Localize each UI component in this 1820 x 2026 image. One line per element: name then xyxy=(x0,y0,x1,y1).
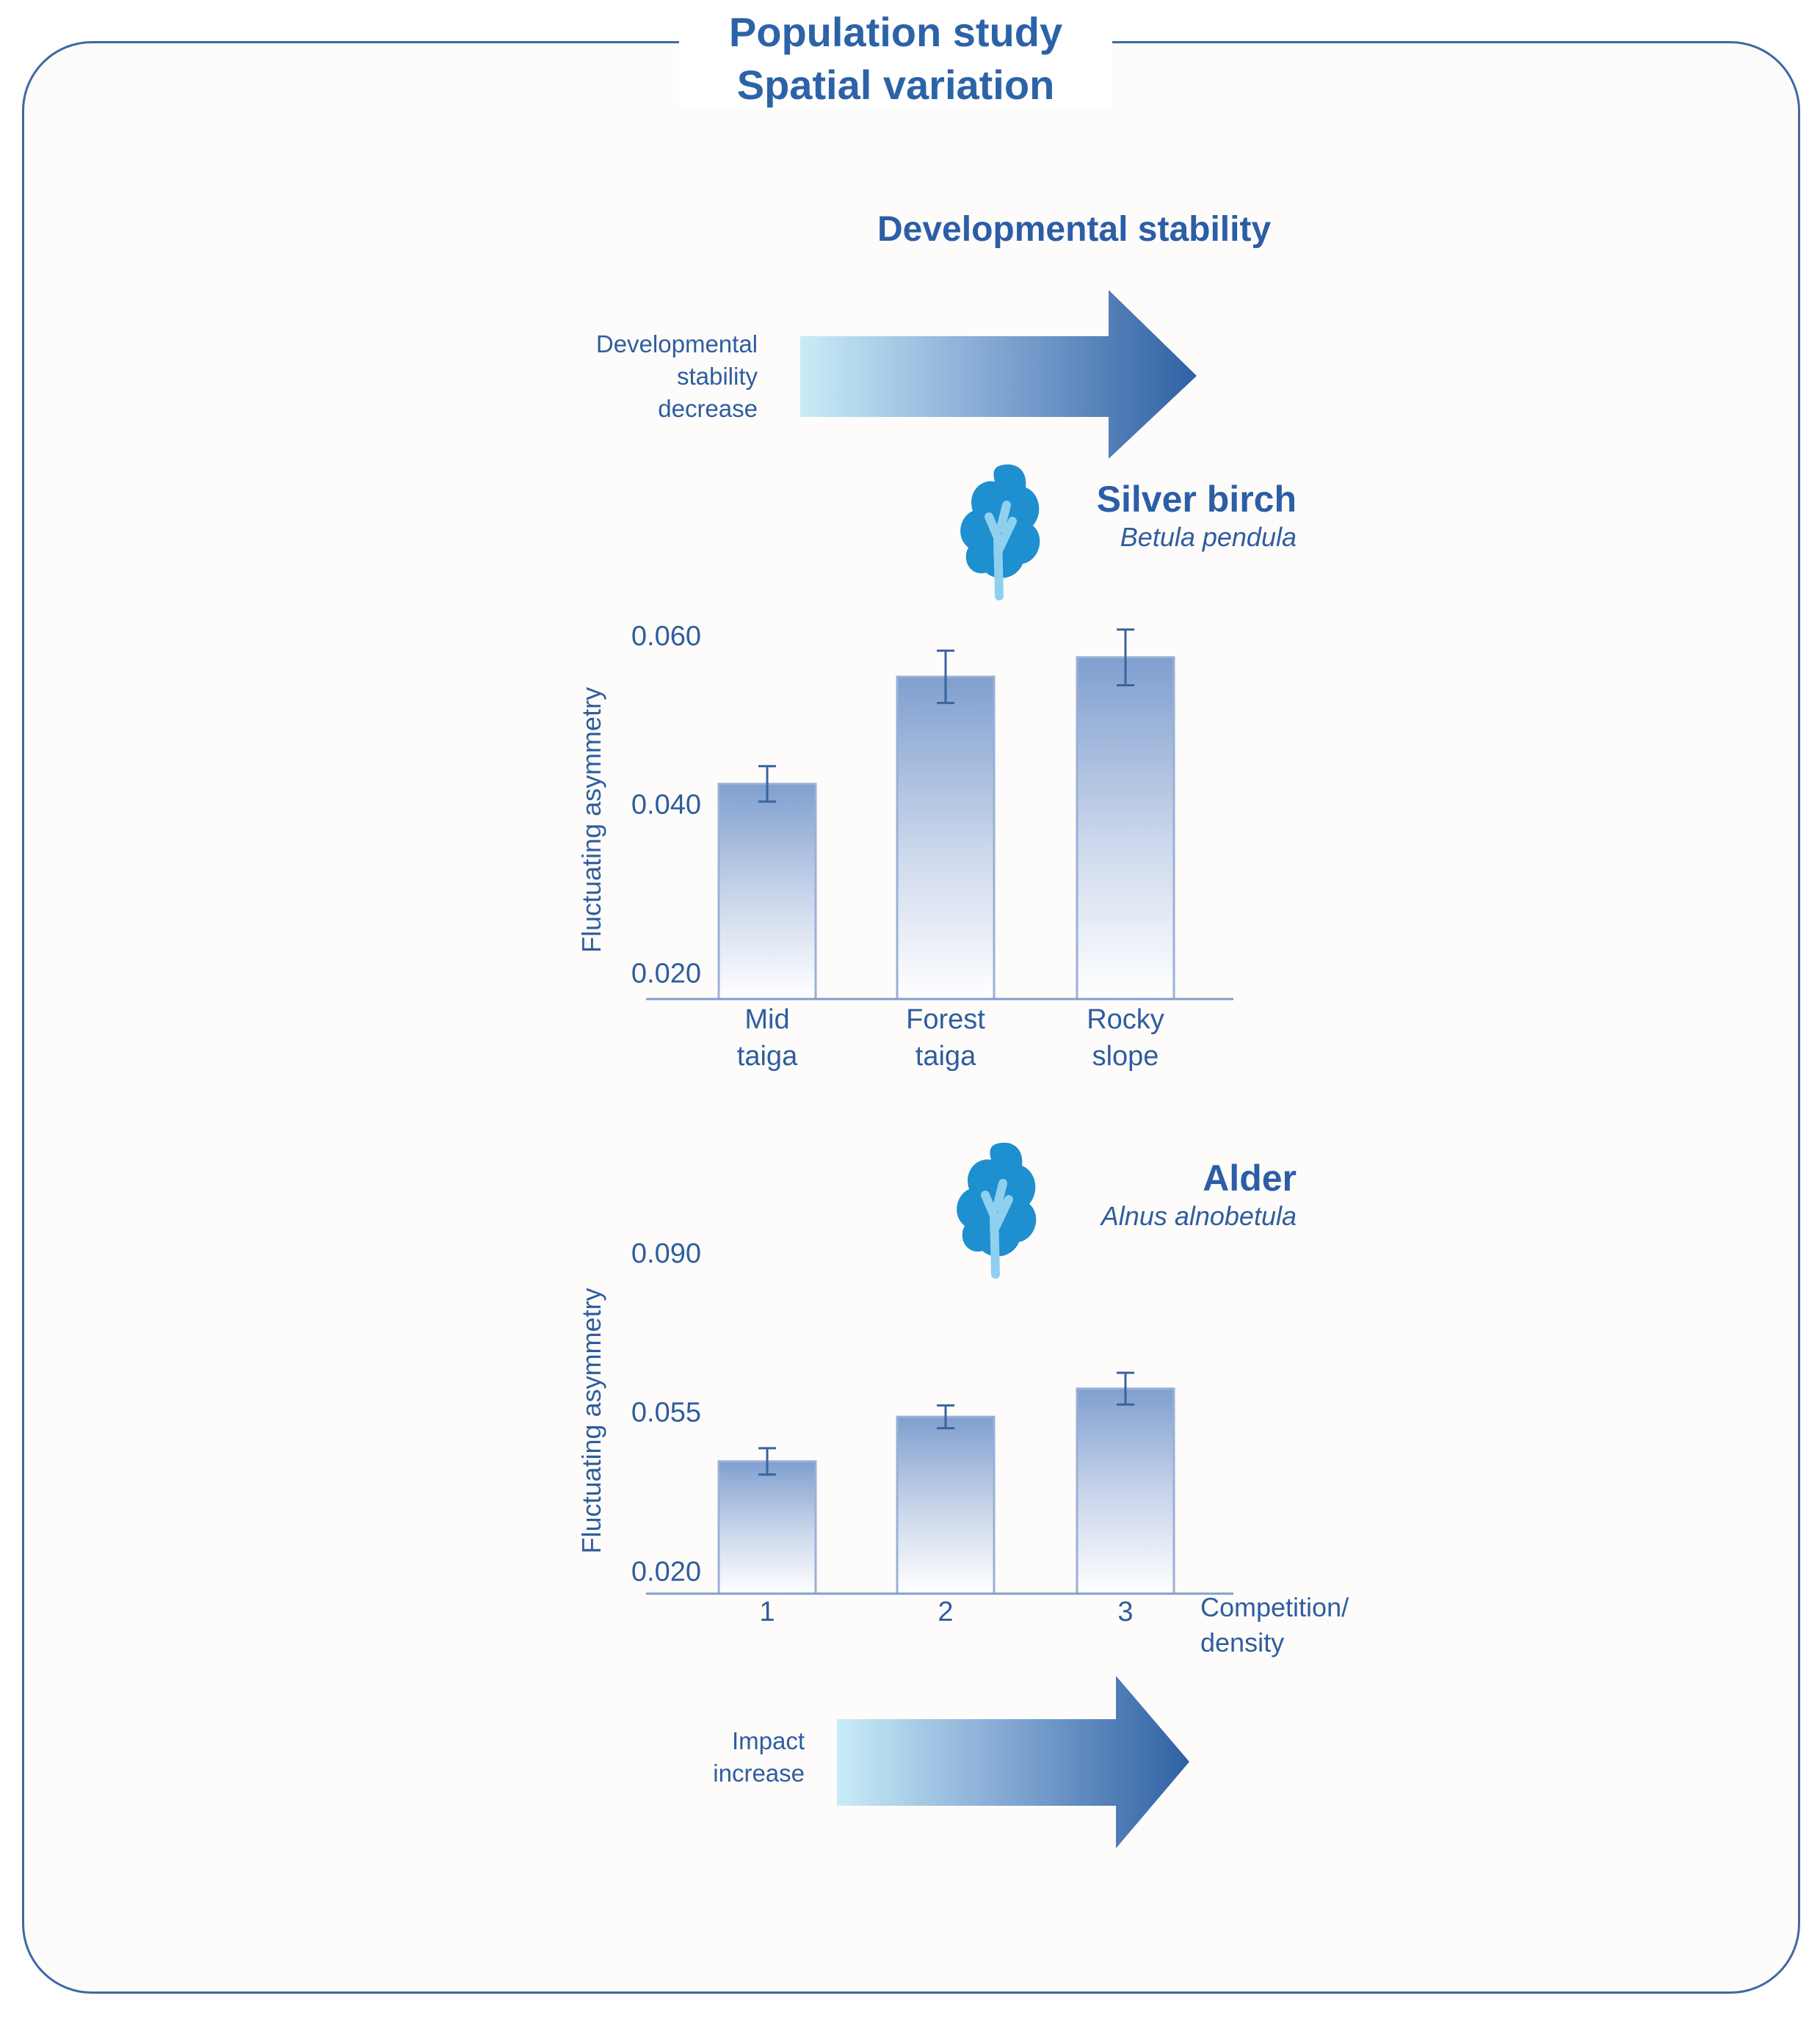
alder-y-tick-label: 0.090 xyxy=(631,1238,701,1269)
alder-latin-name: Alnus alnobetula xyxy=(1101,1201,1297,1231)
alder-bar-chart xyxy=(576,1238,1349,1658)
birch-category-label-line: taiga xyxy=(915,1041,976,1072)
birch-y-tick-label: 0.040 xyxy=(631,789,701,821)
title-line-1: Population study xyxy=(728,9,1063,55)
birch-y-tick-label: 0.020 xyxy=(631,958,701,990)
birch-category-label xyxy=(737,1004,798,1072)
bottom-arrow-label-line: increase xyxy=(713,1760,805,1787)
alder-bar xyxy=(719,1462,816,1594)
alder-category-label xyxy=(759,1597,775,1627)
birch-category-label xyxy=(906,1004,985,1072)
alder-common-name: Alder xyxy=(1203,1158,1297,1199)
birch-category-label-line: Mid xyxy=(744,1004,790,1035)
alder-bar xyxy=(1077,1389,1174,1594)
alder-x-axis-title xyxy=(1200,1592,1349,1658)
birch-latin-name: Betula pendula xyxy=(1120,522,1297,552)
alder-bar xyxy=(897,1417,994,1594)
stability-heading: Developmental stability xyxy=(877,210,1272,249)
birch-bar-chart xyxy=(576,621,1233,1072)
birch-common-name: Silver birch xyxy=(1096,479,1297,520)
alder-y-tick-label: 0.020 xyxy=(631,1556,701,1588)
top-trend-arrow xyxy=(800,290,1197,459)
bottom-trend-arrow xyxy=(837,1676,1189,1848)
birch-bar xyxy=(719,784,816,999)
tree-icon xyxy=(957,1143,1036,1274)
alder-y-tick-label: 0.055 xyxy=(631,1397,701,1428)
birch-bar xyxy=(897,677,994,999)
top-arrow-label-line: stability xyxy=(676,363,758,390)
top-arrow-label-line: decrease xyxy=(658,395,758,422)
alder-category-label-line: 1 xyxy=(759,1597,775,1627)
alder-x-axis-title-line: Competition/ xyxy=(1200,1592,1349,1622)
birch-category-label-line: taiga xyxy=(736,1041,798,1072)
alder-category-label-line: 3 xyxy=(1117,1597,1134,1627)
birch-category-label xyxy=(1087,1004,1164,1072)
birch-y-axis-title: Fluctuating asymmetry xyxy=(576,686,606,954)
alder-y-axis-title: Fluctuating asymmetry xyxy=(576,1288,606,1554)
alder-category-label-line: 2 xyxy=(938,1597,954,1627)
birch-category-label-line: Rocky xyxy=(1087,1004,1164,1035)
birch-category-label-line: slope xyxy=(1092,1041,1159,1072)
birch-bar xyxy=(1077,658,1174,999)
bottom-arrow-label-line: Impact xyxy=(731,1727,805,1754)
top-arrow-label-line: Developmental xyxy=(595,330,758,357)
title-line-2: Spatial variation xyxy=(736,62,1055,108)
tree-icon xyxy=(960,465,1040,596)
alder-category-label xyxy=(1117,1597,1133,1627)
birch-y-tick-label: 0.060 xyxy=(631,620,701,652)
alder-category-label xyxy=(938,1597,953,1627)
birch-category-label-line: Forest xyxy=(906,1004,985,1035)
alder-x-axis-title-line: density xyxy=(1200,1627,1285,1658)
